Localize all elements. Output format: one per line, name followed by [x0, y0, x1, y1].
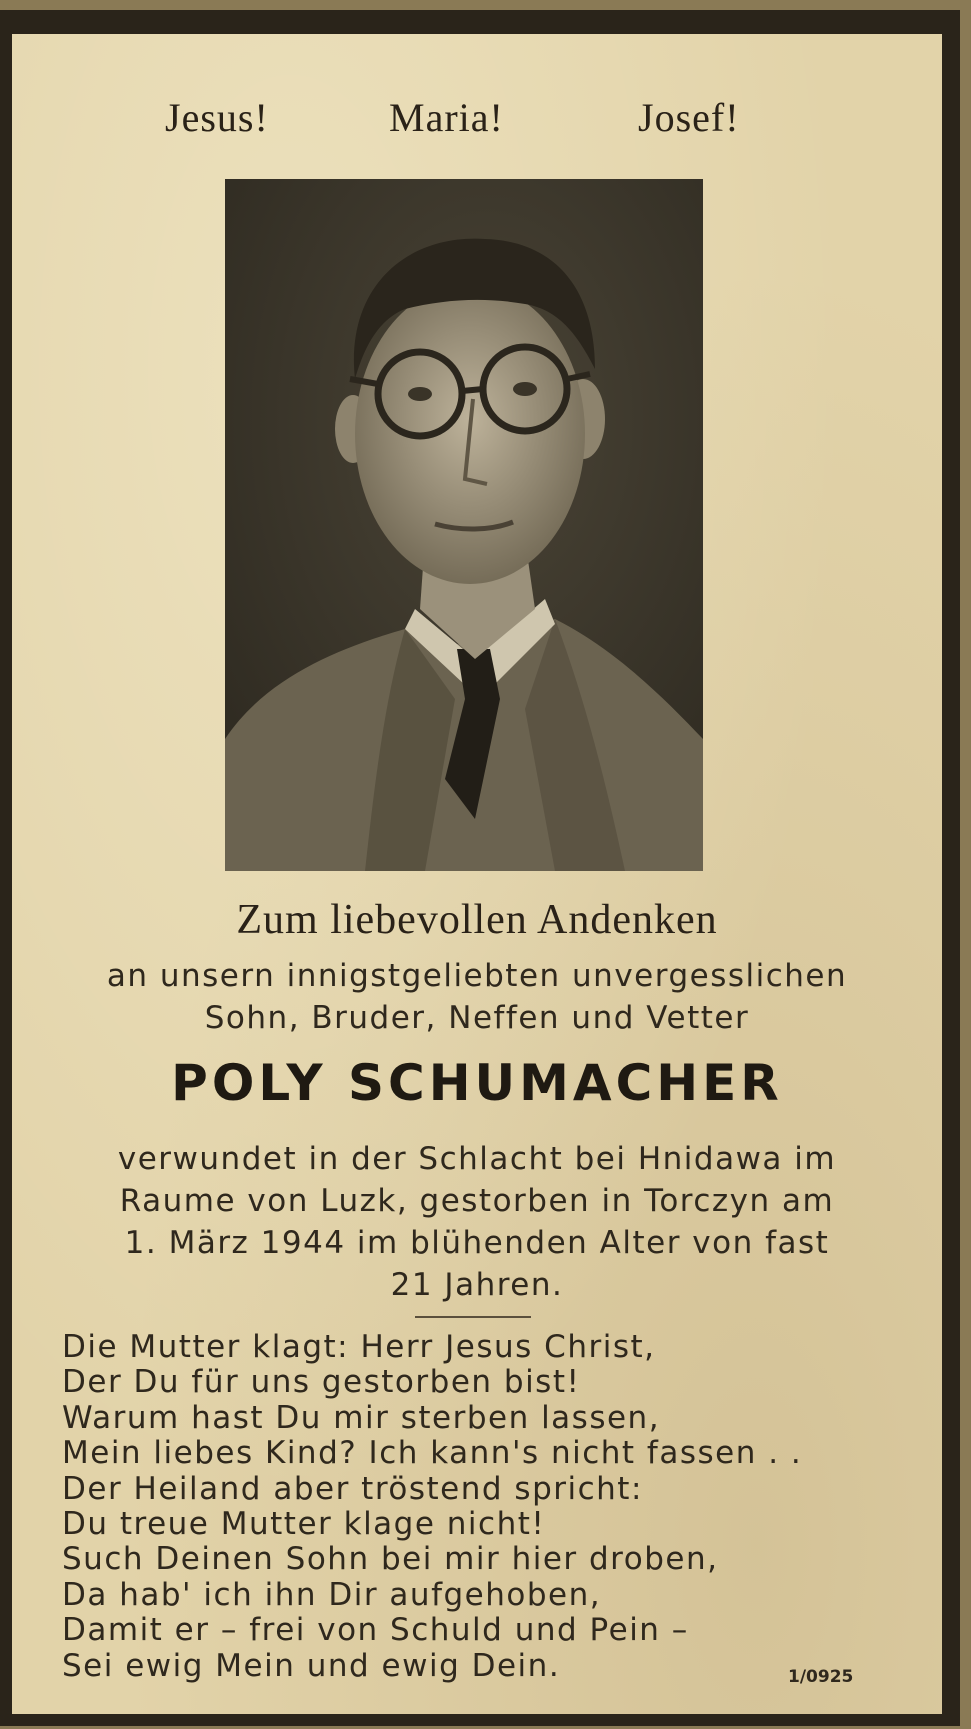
poem-line: Der Du für uns gestorben bist!	[62, 1364, 581, 1401]
poem	[62, 1330, 922, 1684]
death-line-3: 1. März 1944 im blühenden Alter von fast	[124, 1225, 830, 1261]
memorial-heading: Zum liebevollen Andenken	[236, 897, 718, 943]
poem-line: Der Heiland aber tröstend spricht:	[62, 1470, 643, 1507]
poem-line: Warum hast Du mir sterben lassen,	[62, 1399, 661, 1436]
poem-line: Die Mutter klagt: Herr Jesus Christ,	[62, 1329, 656, 1365]
death-line-1: verwundet in der Schlacht bei Hnidawa im	[117, 1141, 837, 1177]
poem-line: Du treue Mutter klage nicht!	[62, 1505, 546, 1542]
portrait-image	[225, 179, 703, 871]
divider-rule	[415, 1316, 531, 1318]
death-line-2: Raume von Luzk, gestorben in Torczyn am	[119, 1183, 835, 1219]
death-line-4: 21 Jahren.	[390, 1267, 564, 1303]
poem-line: Such Deinen Sohn bei mir hier droben,	[62, 1541, 719, 1578]
poem-line: Damit er – frei von Schuld und Pein –	[62, 1612, 689, 1649]
invocation-line	[12, 94, 942, 154]
poem-line: Mein liebes Kind? Ich kann's nicht fassen . .	[62, 1435, 803, 1472]
poem-line: Da hab' ich ihn Dir aufgehoben,	[62, 1576, 602, 1613]
print-code: 1/0925	[788, 1667, 854, 1687]
intro-line-1: an unsern innigstgeliebten unvergesslichen	[106, 958, 848, 994]
invocation-josef: Josef!	[638, 95, 740, 140]
invocation-jesus: Jesus!	[165, 95, 269, 140]
memorial-card	[0, 10, 960, 1726]
card-paper	[12, 34, 942, 1714]
intro-line-2: Sohn, Bruder, Neffen und Vetter	[204, 1000, 750, 1036]
poem-line: Sei ewig Mein und ewig Dein.	[62, 1647, 561, 1684]
invocation-maria: Maria!	[389, 95, 504, 140]
portrait-photo	[225, 179, 703, 871]
deceased-name: POLY SCHUMACHER	[171, 1054, 783, 1112]
